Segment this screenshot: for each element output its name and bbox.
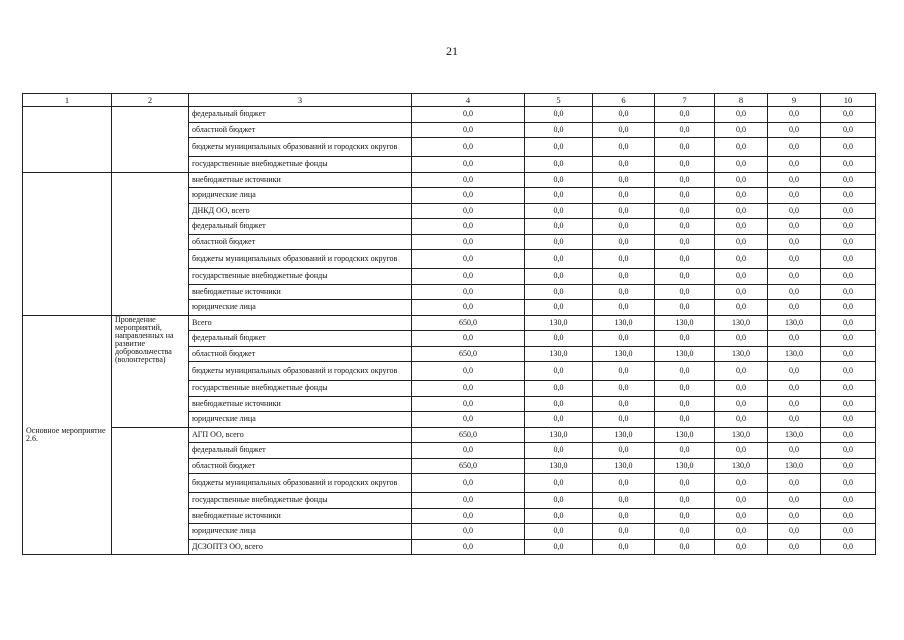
row-label: ДНКД ОО, всего — [189, 203, 412, 219]
value-cell: 0,0 — [715, 524, 768, 540]
value-cell: 130,0 — [715, 315, 768, 331]
value-cell: 130,0 — [525, 458, 593, 474]
value-cell: 0,0 — [412, 331, 525, 347]
value-cell: 0,0 — [525, 188, 593, 204]
value-cell: 0,0 — [525, 203, 593, 219]
col2-cell-empty — [112, 427, 189, 555]
value-cell: 0,0 — [525, 138, 593, 157]
value-cell: 0,0 — [715, 284, 768, 300]
value-cell: 0,0 — [593, 412, 655, 428]
header-cell: 2 — [112, 94, 189, 107]
value-cell: 0,0 — [593, 381, 655, 397]
value-cell: 0,0 — [412, 250, 525, 269]
value-cell: 0,0 — [655, 157, 715, 173]
value-cell: 0,0 — [593, 188, 655, 204]
value-cell: 0,0 — [593, 396, 655, 412]
value-cell: 0,0 — [525, 396, 593, 412]
value-cell: 0,0 — [715, 269, 768, 285]
value-cell: 0,0 — [715, 381, 768, 397]
value-cell: 0,0 — [715, 250, 768, 269]
value-cell: 0,0 — [768, 122, 821, 138]
value-cell: 0,0 — [593, 524, 655, 540]
row-label: областной бюджет — [189, 234, 412, 250]
value-cell: 0,0 — [593, 203, 655, 219]
value-cell: 0,0 — [412, 157, 525, 173]
value-cell: 130,0 — [655, 458, 715, 474]
value-cell: 0,0 — [412, 539, 525, 555]
value-cell: 0,0 — [593, 122, 655, 138]
value-cell: 0,0 — [412, 284, 525, 300]
value-cell: 0,0 — [655, 443, 715, 459]
value-cell: 0,0 — [821, 508, 876, 524]
value-cell: 0,0 — [525, 300, 593, 316]
value-cell: 0,0 — [768, 219, 821, 235]
value-cell: 0,0 — [593, 157, 655, 173]
value-cell: 0,0 — [821, 138, 876, 157]
value-cell: 0,0 — [525, 474, 593, 493]
table-row — [23, 107, 876, 123]
value-cell: 0,0 — [412, 412, 525, 428]
value-cell: 130,0 — [525, 427, 593, 443]
row-label: ДСЗОПТЗ ОО, всего — [189, 539, 412, 555]
value-cell: 0,0 — [715, 172, 768, 188]
value-cell: 130,0 — [655, 427, 715, 443]
row-label: юридические лица — [189, 412, 412, 428]
row-label: внебюджетные источники — [189, 284, 412, 300]
row-label: бюджеты муниципальных образований и городских округов — [189, 138, 412, 157]
value-cell: 130,0 — [768, 427, 821, 443]
value-cell: 0,0 — [715, 138, 768, 157]
value-cell: 0,0 — [821, 284, 876, 300]
value-cell: 0,0 — [412, 300, 525, 316]
table-body — [23, 94, 876, 555]
value-cell: 0,0 — [715, 188, 768, 204]
value-cell: 130,0 — [593, 346, 655, 362]
value-cell: 0,0 — [821, 219, 876, 235]
value-cell: 0,0 — [768, 172, 821, 188]
value-cell: 0,0 — [655, 331, 715, 347]
value-cell: 0,0 — [412, 138, 525, 157]
value-cell: 0,0 — [655, 122, 715, 138]
value-cell: 0,0 — [525, 234, 593, 250]
value-cell: 0,0 — [821, 315, 876, 331]
value-cell: 0,0 — [655, 284, 715, 300]
value-cell: 0,0 — [715, 508, 768, 524]
value-cell: 0,0 — [821, 300, 876, 316]
row-label: юридические лица — [189, 188, 412, 204]
value-cell: 0,0 — [768, 300, 821, 316]
value-cell: 0,0 — [412, 107, 525, 123]
value-cell: 0,0 — [525, 539, 593, 555]
row-label: АГП ОО, всего — [189, 427, 412, 443]
value-cell: 0,0 — [525, 508, 593, 524]
value-cell: 0,0 — [821, 107, 876, 123]
header-cell: 10 — [821, 94, 876, 107]
value-cell: 0,0 — [821, 458, 876, 474]
value-cell: 0,0 — [715, 362, 768, 381]
value-cell: 0,0 — [715, 493, 768, 509]
value-cell: 0,0 — [821, 381, 876, 397]
value-cell: 0,0 — [655, 203, 715, 219]
value-cell: 0,0 — [655, 381, 715, 397]
value-cell: 0,0 — [768, 284, 821, 300]
value-cell: 0,0 — [412, 203, 525, 219]
page-number: 21 — [446, 44, 458, 58]
value-cell: 0,0 — [525, 107, 593, 123]
row-label: бюджеты муниципальных образований и городских округов — [189, 474, 412, 493]
value-cell: 0,0 — [821, 203, 876, 219]
value-cell: 0,0 — [655, 396, 715, 412]
value-cell: 0,0 — [821, 539, 876, 555]
table-row — [23, 427, 876, 443]
value-cell: 0,0 — [525, 250, 593, 269]
value-cell: 0,0 — [715, 122, 768, 138]
value-cell: 0,0 — [821, 188, 876, 204]
value-cell: 0,0 — [715, 331, 768, 347]
value-cell: 0,0 — [768, 331, 821, 347]
value-cell: 0,0 — [821, 172, 876, 188]
value-cell: 0,0 — [655, 219, 715, 235]
value-cell: 0,0 — [655, 172, 715, 188]
value-cell: 0,0 — [821, 331, 876, 347]
value-cell: 0,0 — [412, 269, 525, 285]
value-cell: 650,0 — [412, 315, 525, 331]
value-cell: 0,0 — [525, 362, 593, 381]
row-label: федеральный бюджет — [189, 219, 412, 235]
col2-cell-empty — [112, 172, 189, 315]
header-cell: 7 — [655, 94, 715, 107]
row-label: внебюджетные источники — [189, 172, 412, 188]
header-cell: 8 — [715, 94, 768, 107]
value-cell: 0,0 — [593, 331, 655, 347]
value-cell: 0,0 — [715, 396, 768, 412]
header-cell: 5 — [525, 94, 593, 107]
value-cell: 0,0 — [412, 443, 525, 459]
row-label: государственные внебюджетные фонды — [189, 157, 412, 173]
header-cell: 4 — [412, 94, 525, 107]
value-cell: 0,0 — [593, 107, 655, 123]
budget-table — [22, 93, 876, 555]
value-cell: 0,0 — [412, 474, 525, 493]
row-label: федеральный бюджет — [189, 443, 412, 459]
value-cell: 0,0 — [525, 381, 593, 397]
value-cell: 0,0 — [768, 362, 821, 381]
value-cell: 0,0 — [412, 234, 525, 250]
value-cell: 0,0 — [655, 362, 715, 381]
value-cell: 0,0 — [593, 234, 655, 250]
value-cell: 0,0 — [593, 362, 655, 381]
value-cell: 0,0 — [525, 219, 593, 235]
value-cell: 130,0 — [768, 315, 821, 331]
value-cell: 0,0 — [821, 474, 876, 493]
value-cell: 650,0 — [412, 427, 525, 443]
value-cell: 130,0 — [593, 315, 655, 331]
value-cell: 0,0 — [412, 508, 525, 524]
row-label: областной бюджет — [189, 458, 412, 474]
value-cell: 0,0 — [412, 524, 525, 540]
value-cell: 0,0 — [525, 443, 593, 459]
value-cell: 0,0 — [715, 203, 768, 219]
value-cell: 0,0 — [655, 234, 715, 250]
table-row — [23, 315, 876, 331]
value-cell: 0,0 — [768, 381, 821, 397]
value-cell: 0,0 — [593, 250, 655, 269]
col2-cell-empty — [112, 107, 189, 173]
value-cell: 130,0 — [593, 458, 655, 474]
value-cell: 0,0 — [655, 300, 715, 316]
col1-cell-empty — [23, 107, 112, 173]
row-label: Всего — [189, 315, 412, 331]
row-label: юридические лица — [189, 300, 412, 316]
value-cell: 0,0 — [412, 172, 525, 188]
row-label: областной бюджет — [189, 346, 412, 362]
row-label: государственные внебюджетные фонды — [189, 381, 412, 397]
row-label: внебюджетные источники — [189, 396, 412, 412]
value-cell: 650,0 — [412, 458, 525, 474]
row-label: юридические лица — [189, 524, 412, 540]
activity-number: Основное мероприятие 2.6. — [23, 315, 112, 555]
value-cell: 0,0 — [655, 107, 715, 123]
col1-cell-empty — [23, 172, 112, 315]
value-cell: 0,0 — [655, 250, 715, 269]
value-cell: 0,0 — [655, 493, 715, 509]
value-cell: 0,0 — [768, 508, 821, 524]
header-cell: 6 — [593, 94, 655, 107]
value-cell: 0,0 — [821, 250, 876, 269]
value-cell: 0,0 — [821, 362, 876, 381]
value-cell: 130,0 — [768, 346, 821, 362]
value-cell: 0,0 — [715, 157, 768, 173]
value-cell: 0,0 — [593, 269, 655, 285]
value-cell: 0,0 — [655, 524, 715, 540]
value-cell: 0,0 — [525, 284, 593, 300]
value-cell: 0,0 — [768, 157, 821, 173]
value-cell: 0,0 — [768, 234, 821, 250]
header-cell: 9 — [768, 94, 821, 107]
value-cell: 0,0 — [821, 346, 876, 362]
value-cell: 0,0 — [768, 396, 821, 412]
value-cell: 0,0 — [768, 493, 821, 509]
value-cell: 0,0 — [525, 493, 593, 509]
value-cell: 0,0 — [593, 219, 655, 235]
row-label: областной бюджет — [189, 122, 412, 138]
value-cell: 0,0 — [593, 493, 655, 509]
value-cell: 0,0 — [593, 508, 655, 524]
value-cell: 0,0 — [525, 122, 593, 138]
row-label: государственные внебюджетные фонды — [189, 269, 412, 285]
value-cell: 0,0 — [525, 269, 593, 285]
value-cell: 0,0 — [655, 539, 715, 555]
value-cell: 650,0 — [412, 346, 525, 362]
row-label: бюджеты муниципальных образований и городских округов — [189, 250, 412, 269]
value-cell: 0,0 — [525, 331, 593, 347]
header-row — [23, 94, 876, 107]
value-cell: 0,0 — [412, 122, 525, 138]
value-cell: 0,0 — [768, 524, 821, 540]
value-cell: 0,0 — [821, 269, 876, 285]
value-cell: 0,0 — [412, 381, 525, 397]
activity-description: Проведение мероприятий, направленных на развитие добровольчества (волонтерства) — [112, 315, 189, 427]
value-cell: 0,0 — [525, 524, 593, 540]
value-cell: 0,0 — [655, 138, 715, 157]
value-cell: 0,0 — [412, 493, 525, 509]
value-cell: 0,0 — [593, 284, 655, 300]
value-cell: 0,0 — [821, 427, 876, 443]
header-cell: 1 — [23, 94, 112, 107]
value-cell: 0,0 — [412, 362, 525, 381]
value-cell: 0,0 — [715, 219, 768, 235]
value-cell: 0,0 — [821, 122, 876, 138]
header-cell: 3 — [189, 94, 412, 107]
value-cell: 0,0 — [821, 443, 876, 459]
value-cell: 0,0 — [412, 188, 525, 204]
row-label: внебюджетные источники — [189, 508, 412, 524]
value-cell: 0,0 — [768, 203, 821, 219]
value-cell: 0,0 — [655, 508, 715, 524]
value-cell: 130,0 — [715, 346, 768, 362]
value-cell: 0,0 — [525, 172, 593, 188]
value-cell: 0,0 — [525, 412, 593, 428]
value-cell: 0,0 — [821, 493, 876, 509]
value-cell: 130,0 — [715, 458, 768, 474]
value-cell: 0,0 — [525, 157, 593, 173]
value-cell: 0,0 — [715, 443, 768, 459]
value-cell: 0,0 — [593, 172, 655, 188]
value-cell: 130,0 — [525, 346, 593, 362]
value-cell: 0,0 — [715, 474, 768, 493]
row-label: федеральный бюджет — [189, 107, 412, 123]
table-row — [23, 172, 876, 188]
value-cell: 0,0 — [715, 539, 768, 555]
value-cell: 0,0 — [715, 300, 768, 316]
value-cell: 0,0 — [593, 300, 655, 316]
value-cell: 0,0 — [655, 269, 715, 285]
value-cell: 0,0 — [412, 219, 525, 235]
value-cell: 0,0 — [715, 234, 768, 250]
value-cell: 0,0 — [821, 524, 876, 540]
value-cell: 0,0 — [821, 157, 876, 173]
value-cell: 0,0 — [768, 412, 821, 428]
row-label: федеральный бюджет — [189, 331, 412, 347]
value-cell: 130,0 — [715, 427, 768, 443]
value-cell: 0,0 — [655, 474, 715, 493]
value-cell: 130,0 — [593, 427, 655, 443]
value-cell: 0,0 — [655, 412, 715, 428]
value-cell: 0,0 — [715, 412, 768, 428]
value-cell: 0,0 — [768, 443, 821, 459]
value-cell: 0,0 — [768, 474, 821, 493]
value-cell: 0,0 — [655, 188, 715, 204]
value-cell: 0,0 — [715, 107, 768, 123]
value-cell: 0,0 — [593, 443, 655, 459]
value-cell: 0,0 — [768, 250, 821, 269]
value-cell: 130,0 — [525, 315, 593, 331]
value-cell: 0,0 — [821, 412, 876, 428]
value-cell: 0,0 — [768, 138, 821, 157]
value-cell: 0,0 — [768, 107, 821, 123]
value-cell: 0,0 — [768, 539, 821, 555]
value-cell: 0,0 — [768, 269, 821, 285]
value-cell: 0,0 — [821, 396, 876, 412]
value-cell: 0,0 — [593, 474, 655, 493]
value-cell: 130,0 — [655, 315, 715, 331]
value-cell: 0,0 — [412, 396, 525, 412]
value-cell: 0,0 — [768, 188, 821, 204]
value-cell: 0,0 — [821, 234, 876, 250]
value-cell: 130,0 — [768, 458, 821, 474]
value-cell: 0,0 — [593, 138, 655, 157]
row-label: государственные внебюджетные фонды — [189, 493, 412, 509]
value-cell: 0,0 — [593, 539, 655, 555]
row-label: бюджеты муниципальных образований и городских округов — [189, 362, 412, 381]
value-cell: 130,0 — [655, 346, 715, 362]
